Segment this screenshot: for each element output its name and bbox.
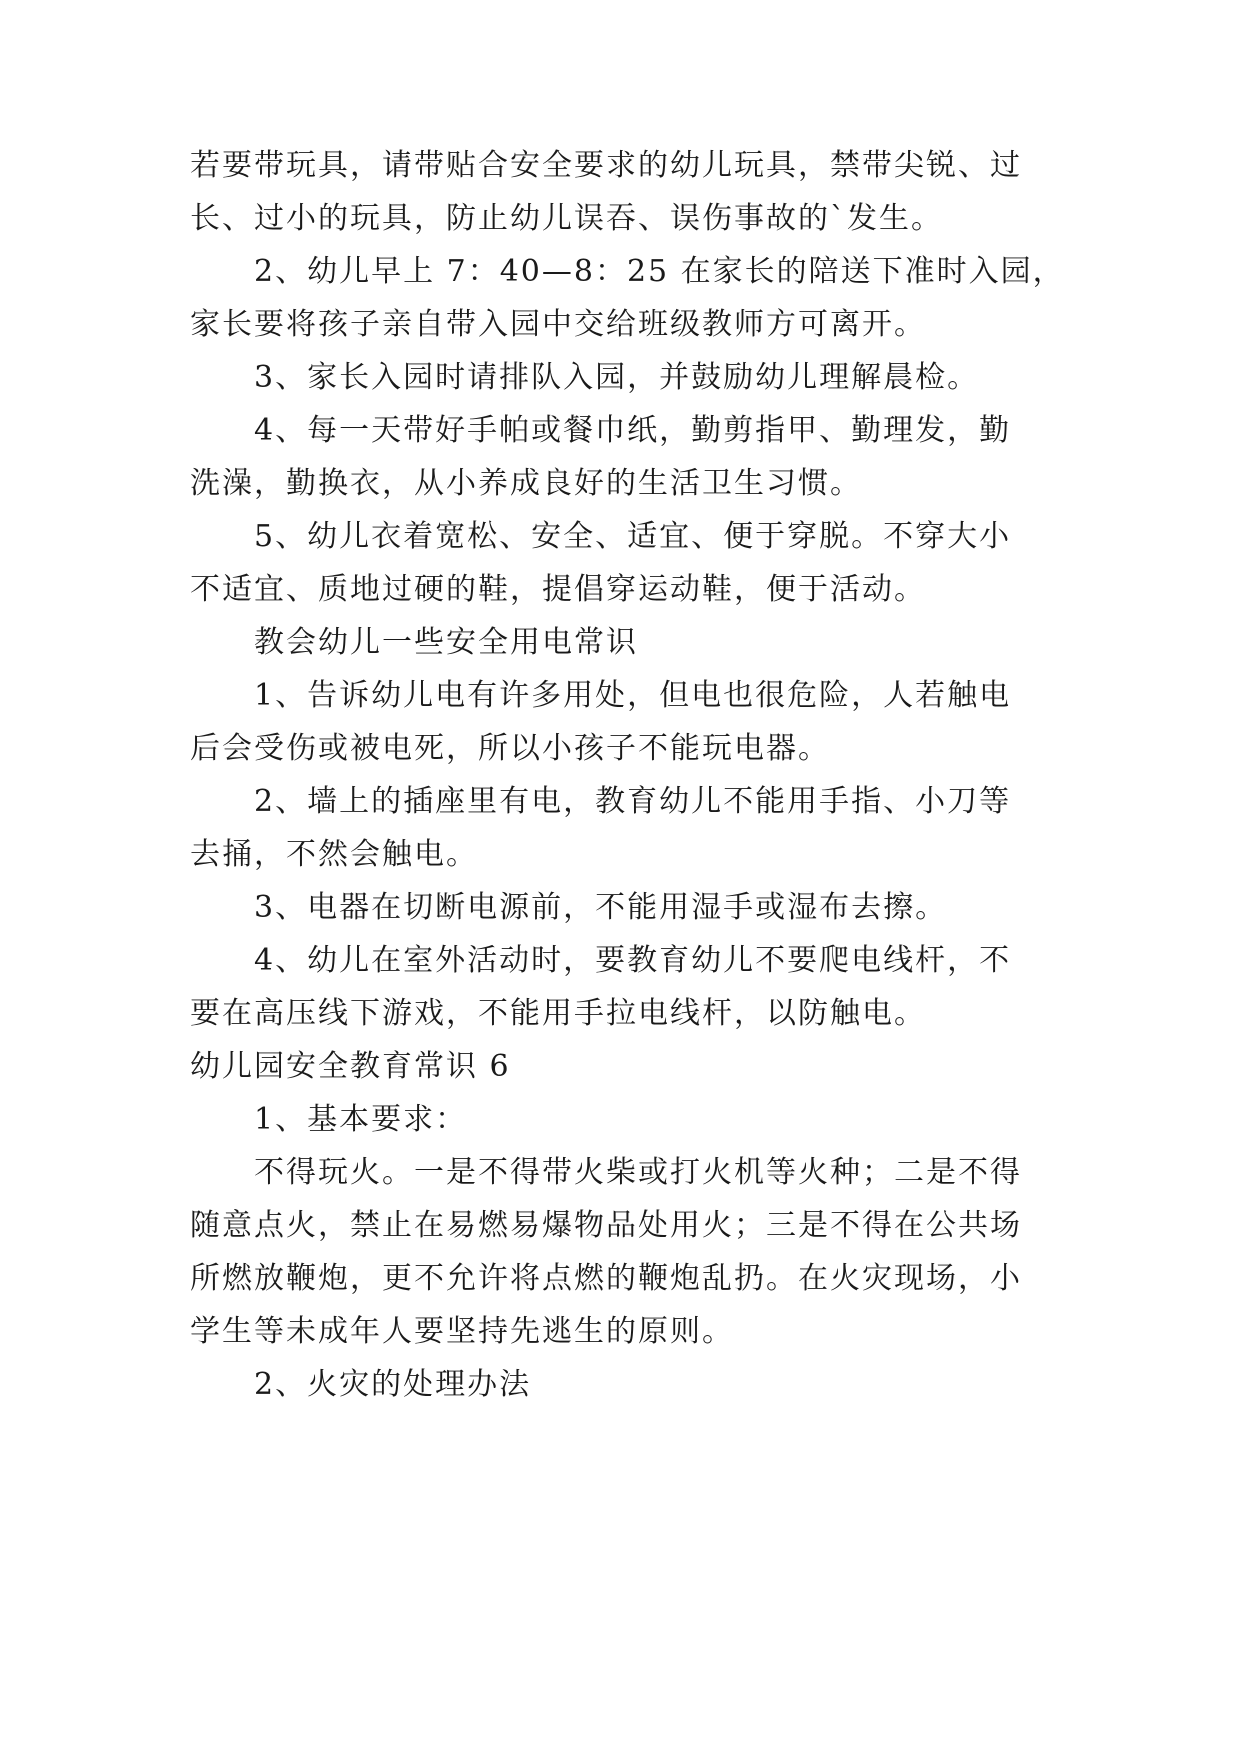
text-line: 长、过小的玩具，防止幼儿误吞、误伤事故的`发生。 [190,201,943,236]
text-line: 1、基本要求： [254,1102,468,1137]
text-line: 3、家长入园时请排队入园，并鼓励幼儿理解晨检。 [254,360,980,395]
text-line: 1、告诉幼儿电有许多用处，但电也很危险，人若触电 [254,678,1012,713]
section-title: 幼儿园安全教育常识 6 [190,1049,511,1084]
text-line: 要在高压线下游戏，不能用手拉电线杆，以防触电。 [190,996,926,1031]
text-line: 不得玩火。一是不得带火柴或打火机等火种；二是不得 [254,1155,1022,1190]
text-line: 学生等未成年人要坚持先逃生的原则。 [190,1314,734,1349]
text-line: 2、墙上的插座里有电，教育幼儿不能用手指、小刀等 [254,784,1012,819]
section-heading: 教会幼儿一些安全用电常识 [254,625,638,660]
text-line: 后会受伤或被电死，所以小孩子不能玩电器。 [190,731,830,766]
text-line: 随意点火，禁止在易燃易爆物品处用火；三是不得在公共场 [190,1208,1022,1243]
text-line: 5、幼儿衣着宽松、安全、适宜、便于穿脱。不穿大小 [254,519,1012,554]
text-line: 3、电器在切断电源前，不能用湿手或湿布去擦。 [254,890,948,925]
text-line: 洗澡，勤换衣，从小养成良好的生活卫生习惯。 [190,466,862,501]
text-line: 若要带玩具，请带贴合安全要求的幼儿玩具，禁带尖锐、过 [190,148,1022,183]
text-line: 所燃放鞭炮，更不允许将点燃的鞭炮乱扔。在火灾现场，小 [190,1261,1022,1296]
text-line: 不适宜、质地过硬的鞋，提倡穿运动鞋，便于活动。 [190,572,926,607]
text-line: 4、每一天带好手帕或餐巾纸，勤剪指甲、勤理发，勤 [254,413,1012,448]
text-line: 家长要将孩子亲自带入园中交给班级教师方可离开。 [190,307,926,342]
text-line: 4、幼儿在室外活动时，要教育幼儿不要爬电线杆，不 [254,943,1012,978]
text-line: 去捅，不然会触电。 [190,837,478,872]
text-line: 2、幼儿早上 7：40—8：25 在家长的陪送下准时入园， [254,254,1065,289]
text-line: 2、火灾的处理办法 [254,1367,532,1402]
